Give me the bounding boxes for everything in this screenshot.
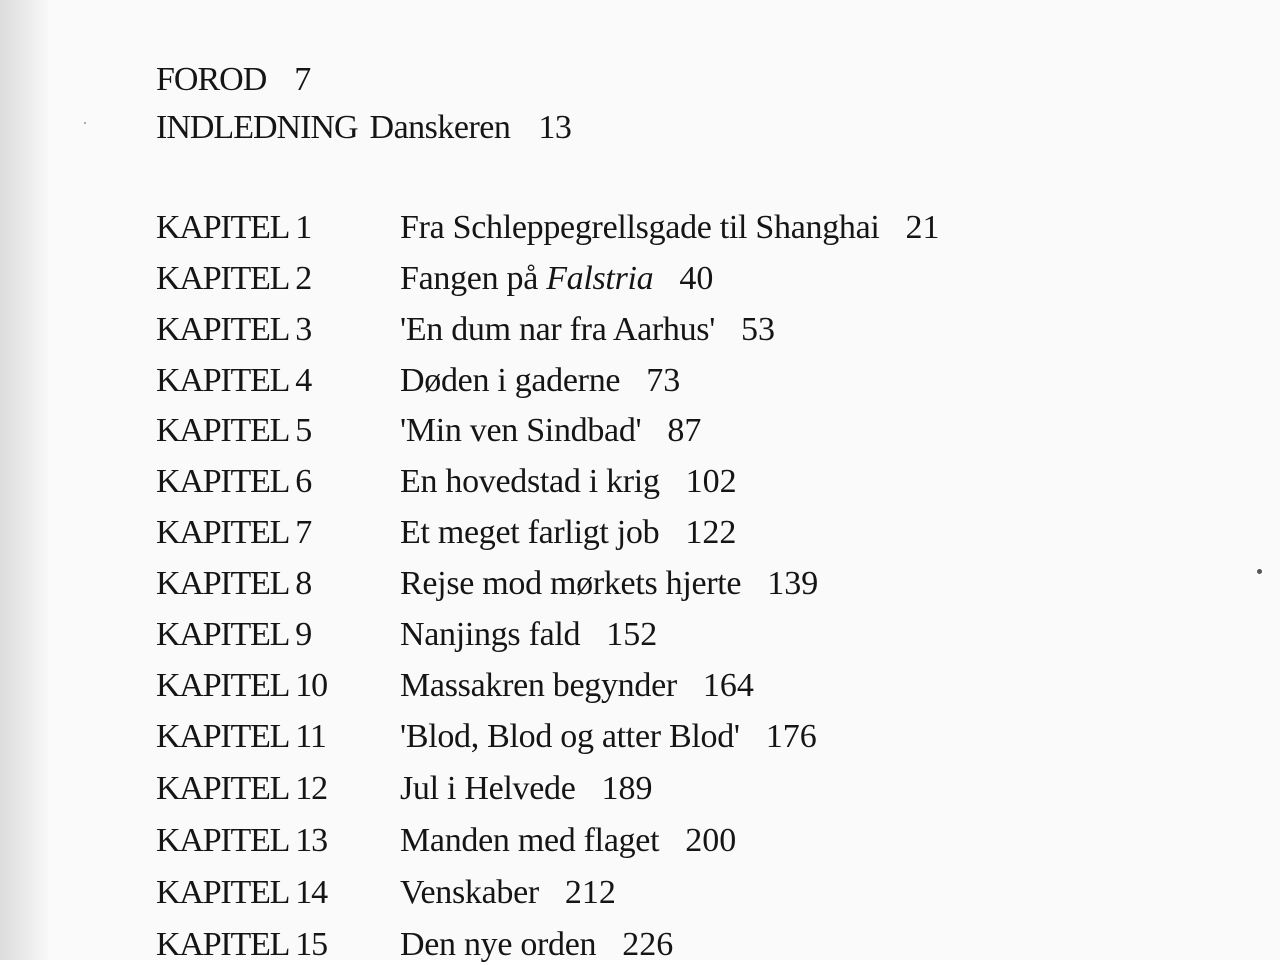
chapter-title: Venskaber — [400, 874, 539, 911]
chapter-label: KAPITEL 5 — [156, 412, 312, 449]
page-number: 73 — [646, 362, 681, 399]
chapter-label: KAPITEL 4 — [156, 362, 312, 399]
page-number: 189 — [601, 770, 653, 807]
toc-entry-chapter-8 — [156, 564, 818, 604]
page-number: 53 — [741, 311, 776, 348]
scan-speck — [84, 122, 86, 124]
chapter-title: Nanjings fald — [400, 616, 581, 653]
toc-entry-chapter-4 — [156, 361, 680, 401]
chapter-label: KAPITEL 8 — [156, 565, 312, 602]
page-number: 226 — [622, 926, 674, 963]
front-matter-label: INDLEDNING — [156, 109, 358, 146]
chapter-title: Manden med flaget — [400, 822, 660, 859]
toc-entry-chapter-14 — [156, 873, 616, 913]
toc-entry-chapter-3 — [156, 310, 775, 350]
page-number: 176 — [765, 718, 817, 755]
page-number: 40 — [679, 260, 714, 297]
chapter-title: Den nye orden — [400, 926, 597, 963]
chapter-title-ship-name: Falstria — [546, 260, 654, 297]
chapter-title: Fra Schleppegrellsgade til Shanghai — [400, 209, 880, 246]
page-number: 152 — [606, 616, 658, 653]
chapter-label: KAPITEL 1 — [156, 209, 312, 246]
page-number: 13 — [538, 109, 572, 146]
page-number: 139 — [767, 565, 819, 602]
toc-entry-chapter-6 — [156, 462, 737, 502]
toc-entry-chapter-12 — [156, 769, 653, 809]
chapter-title: 'Min ven Sindbad' — [400, 412, 642, 449]
page-number: 102 — [685, 463, 737, 500]
chapter-title: Jul i Helvede — [400, 770, 576, 807]
chapter-title: 'Blod, Blod og atter Blod' — [400, 718, 740, 755]
chapter-label: KAPITEL 14 — [156, 874, 327, 911]
page-number: 87 — [667, 412, 702, 449]
page-number: 7 — [294, 61, 311, 98]
chapter-label: KAPITEL 13 — [156, 822, 327, 859]
front-matter-forord — [156, 60, 311, 100]
toc-entry-chapter-13 — [156, 821, 736, 861]
toc-entry-chapter-15 — [156, 925, 673, 965]
chapter-title: Massakren begynder — [400, 667, 677, 704]
chapter-label: KAPITEL 12 — [156, 770, 327, 807]
chapter-title: En hovedstad i krig — [400, 463, 660, 500]
chapter-title: Et meget farligt job — [400, 514, 660, 551]
front-matter-label: FOROD — [156, 61, 267, 98]
toc-entry-chapter-5 — [156, 411, 701, 451]
page-number: 164 — [702, 667, 754, 704]
toc-entry-chapter-2 — [156, 259, 713, 299]
chapter-title — [400, 259, 653, 299]
toc-entry-chapter-11 — [156, 717, 817, 757]
toc-entry-chapter-9 — [156, 615, 657, 655]
chapter-title: 'En dum nar fra Aarhus' — [400, 311, 716, 348]
entry-title: Danskeren — [369, 109, 511, 146]
toc-entry-chapter-1 — [156, 208, 940, 248]
page-number: 21 — [905, 209, 940, 246]
toc-entry-chapter-10 — [156, 666, 754, 706]
chapter-title-prefix: Fangen på — [400, 260, 547, 297]
chapter-label: KAPITEL 2 — [156, 260, 312, 297]
chapter-label: KAPITEL 3 — [156, 311, 312, 348]
chapter-label: KAPITEL 10 — [156, 667, 327, 704]
page-number: 200 — [685, 822, 737, 859]
chapter-label: KAPITEL 6 — [156, 463, 312, 500]
chapter-label: KAPITEL 11 — [156, 718, 326, 755]
front-matter-indledning — [156, 108, 571, 148]
chapter-label: KAPITEL 15 — [156, 926, 327, 963]
toc-entry-chapter-7 — [156, 513, 736, 553]
chapter-label: KAPITEL 9 — [156, 616, 312, 653]
page-number: 122 — [685, 514, 737, 551]
scan-speck — [1257, 569, 1262, 574]
page-number: 212 — [564, 874, 616, 911]
scan-left-edge-shadow — [0, 0, 48, 960]
chapter-title: Rejse mod mørkets hjerte — [400, 565, 742, 602]
chapter-label: KAPITEL 7 — [156, 514, 312, 551]
chapter-title: Døden i gaderne — [400, 362, 621, 399]
